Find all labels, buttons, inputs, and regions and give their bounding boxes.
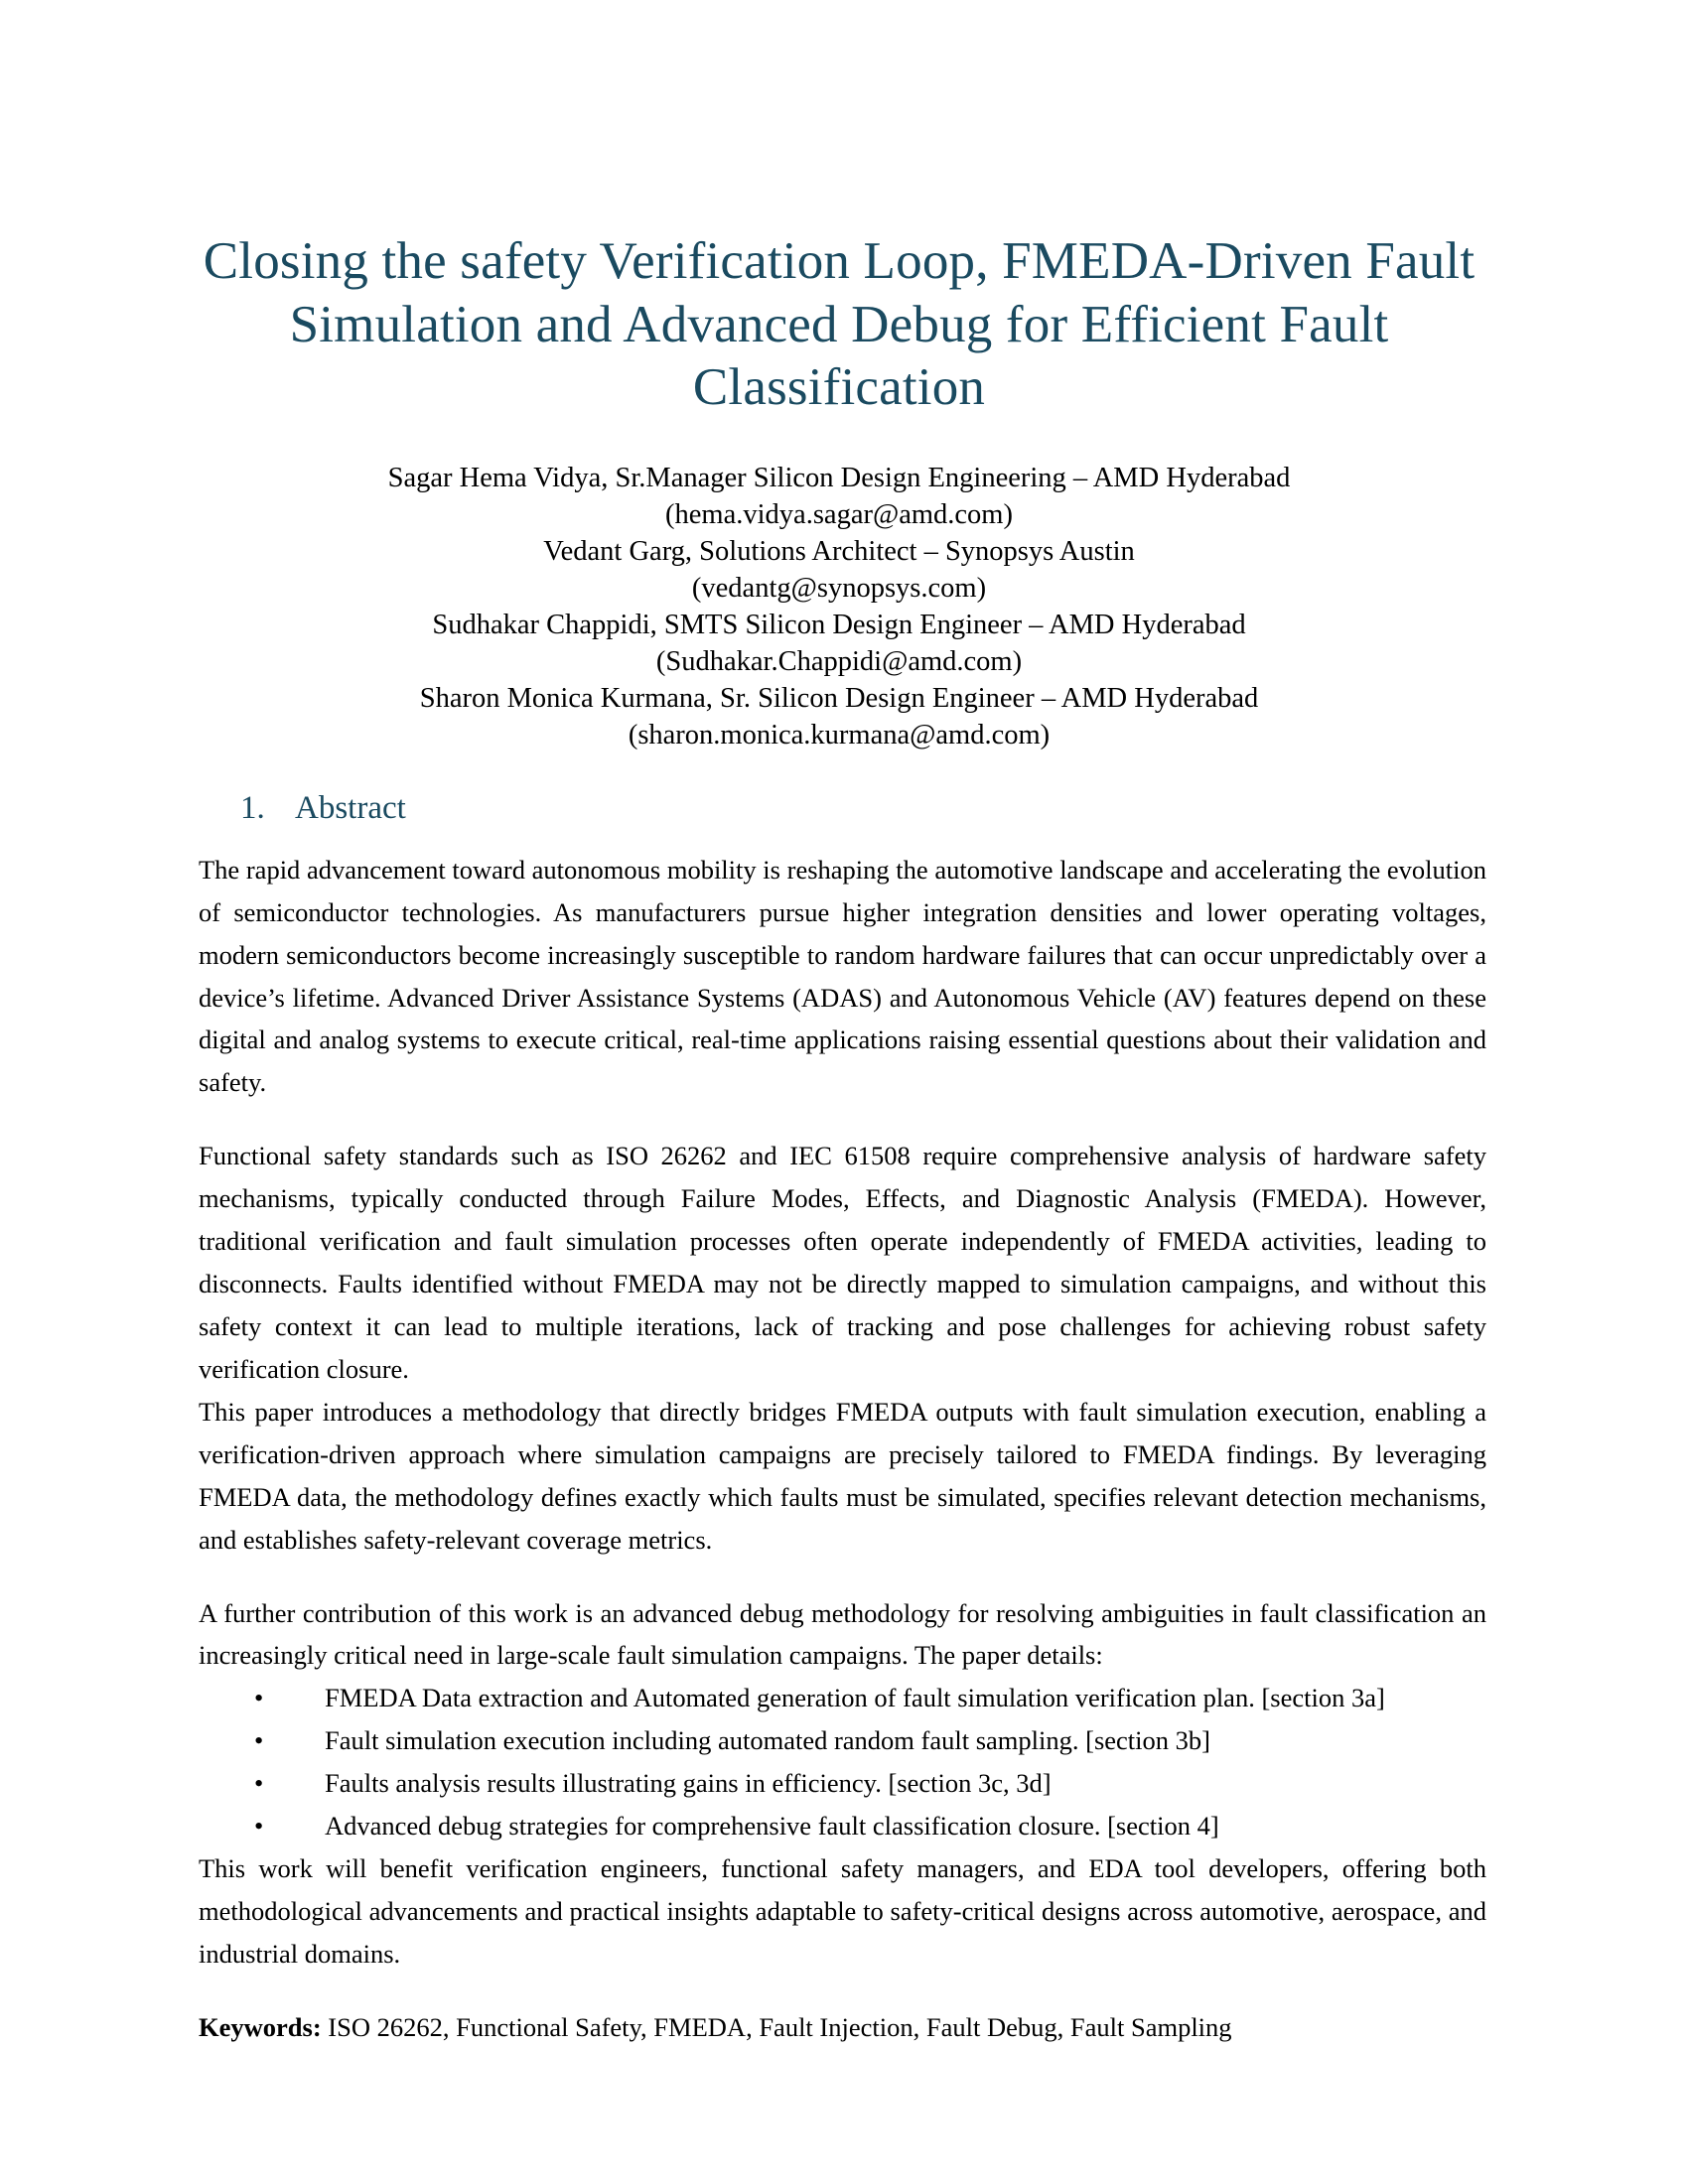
keywords-values: ISO 26262, Functional Safety, FMEDA, Fault Injection, Fault Debug, Fault Sampling <box>321 2011 1232 2042</box>
list-item <box>199 1677 1486 1719</box>
list-item <box>199 1719 1486 1762</box>
author-block <box>199 460 1479 753</box>
author-email: (hema.vidya.sagar@amd.com) <box>665 498 1013 530</box>
list-item-label: FMEDA Data extraction and Automated generation of fault simulation verification plan. [section 3a] <box>325 1683 1385 1713</box>
paragraph-4: A further contribution of this work is an advanced debug methodology for resolving ambiguities in fault classification an increasingly critical need in large-scale fault simulation campaigns. The paper details: <box>199 1597 1486 1671</box>
author-line: Sagar Hema Vidya, Sr.Manager Silicon Design Engineering – AMD Hyderabad <box>387 462 1291 493</box>
keywords-label: Keywords: <box>199 2011 322 2042</box>
list-item-label: Advanced debug strategies for comprehensive fault classification closure. [section 4] <box>325 1811 1219 1842</box>
paragraph-3: This paper introduces a methodology that directly bridges FMEDA outputs with fault simulation execution, enabling a verification-driven approach where simulation campaigns are precisely tailored to FMEDA findings. By leveraging FMEDA data, the methodology defines exactly which faults must be simulated, specifies relevant detection mechanisms, and establishes safety-relevant coverage metrics. <box>199 1396 1486 1555</box>
page-title: Closing the safety Verification Loop, FMEDA-Driven Fault Simulation and Advanced Debug for Efficient Fault Classification <box>203 232 1476 417</box>
bullet-icon: • <box>254 1683 264 1713</box>
closing-paragraph: This work will benefit verification engineers, functional safety managers, and EDA tool developers, offering both methodological advancements and practical insights adaptable to safety-critical designs across automotive, aerospace, and industrial domains. <box>199 1853 1486 1969</box>
author-email: (vedantg@synopsys.com) <box>691 572 987 604</box>
author-email: (sharon.monica.kurmana@amd.com) <box>628 720 1051 751</box>
page-content <box>199 0 1489 2049</box>
bullet-icon: • <box>254 1811 264 1842</box>
paragraph-1: The rapid advancement toward autonomous mobility is reshaping the automotive landscape and accelerating the evolution of semiconductor technologies. As manufacturers pursue higher integration densities and lower operating voltages, modern semiconductors become increasingly susceptible to random hardware failures that can occur unpredictably over a device’s lifetime. Advanced Driver Assistance Systems (ADAS) and Autonomous Vehicle (AV) features depend on these digital and analog systems to execute critical, real-time applications raising essential questions about their validation and safety. <box>199 854 1486 1098</box>
bullet-icon: • <box>254 1768 264 1799</box>
author-line: Vedant Garg, Solutions Architect – Synopsys Austin <box>543 535 1135 567</box>
bullet-icon: • <box>254 1725 264 1756</box>
keywords-line <box>199 2006 1486 2049</box>
author-line: Sharon Monica Kurmana, Sr. Silicon Design Engineer – AMD Hyderabad <box>419 683 1259 715</box>
author-line: Sudhakar Chappidi, SMTS Silicon Design Engineer – AMD Hyderabad <box>432 609 1246 640</box>
section-number: 1. <box>240 790 265 827</box>
list-item-label: Fault simulation execution including automated random fault sampling. [section 3b] <box>325 1725 1210 1756</box>
section-heading-abstract <box>240 789 1489 829</box>
paragraph-2: Functional safety standards such as ISO 26262 and IEC 61508 require comprehensive analysis of hardware safety mechanisms, typically conducted through Failure Modes, Effects, and Diagnostic Analysis (FMEDA). However, traditional verification and fault simulation processes often operate independently of FMEDA activities, leading to disconnects. Faults identified without FMEDA may not be directly mapped to simulation campaigns, and without this safety context it can lead to multiple iterations, lack of tracking and pose challenges for achieving robust safety verification closure. <box>199 1141 1486 1384</box>
abstract-body <box>199 849 1486 2049</box>
list-item-label: Faults analysis results illustrating gains in efficiency. [section 3c, 3d] <box>325 1768 1052 1799</box>
detail-list <box>199 1677 1486 1847</box>
list-item <box>199 1762 1486 1805</box>
section-title: Abstract <box>295 790 406 827</box>
author-email: (Sudhakar.Chappidi@amd.com) <box>655 646 1023 678</box>
list-item <box>199 1805 1486 1847</box>
